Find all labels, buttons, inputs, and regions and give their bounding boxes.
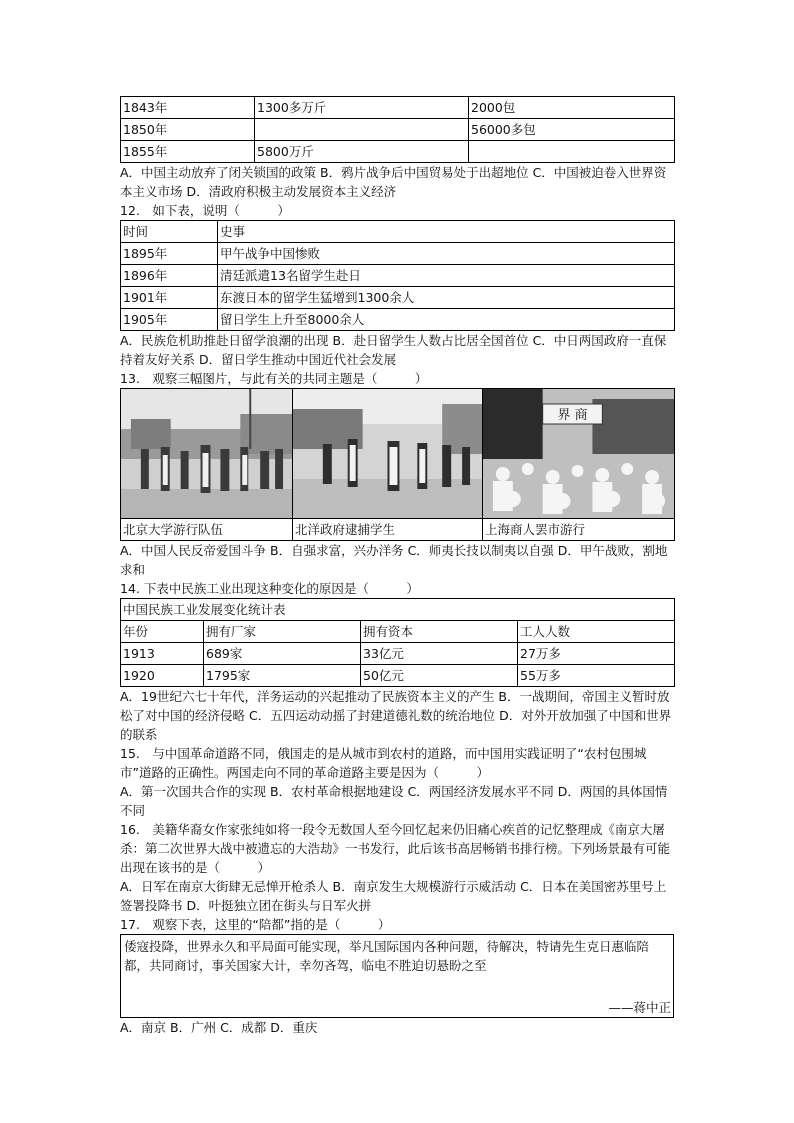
table-cell: 56000多包 [469,119,675,141]
trade-table [120,96,675,163]
table-cell: 50亿元 [361,665,518,687]
table-cell: 689家 [204,643,361,665]
table-cell: 1913 [121,643,204,665]
table-cell: 1795家 [204,665,361,687]
photo-caption: 北京大学游行队伍 [121,519,293,541]
telegram-quote-box [120,934,674,1018]
exam-page [120,96,674,1037]
table-cell: 清廷派遣13名留学生赴日 [218,265,675,287]
photo-cell [121,389,293,519]
table-cell: 甲午战争中国惨败 [218,243,675,265]
table-cell: 1920 [121,665,204,687]
table-cell: 1850年 [121,119,255,141]
q11-options: A．中国主动放弃了闭关锁国的政策 B．鸦片战争后中国贸易处于出超地位 C．中国被迫卷入世界资本主义市场 D．清政府积极主动发展资本主义经济 [120,165,667,199]
photo-row [121,389,675,519]
table-row [121,141,675,163]
table-row [121,665,675,687]
q13-stem: 13. 观察三幅图片，与此有关的共同主题是（ ） [120,371,428,386]
telegram-signature: ——蒋中正 [608,1000,671,1015]
table-cell [469,141,675,163]
table-cell: 1843年 [121,97,255,119]
table-cell: 1855年 [121,141,255,163]
table-header-cell: 拥有资本 [361,621,518,643]
q16-options: A．日军在南京大街肆无忌惮开枪杀人 B．南京发生大规模游行示威活动 C．日本在美国密苏里号上签署投降书 D．叶挺独立团在街头与日军火拼 [120,879,667,913]
table-row [121,97,675,119]
table-row [121,287,675,309]
table-cell: 1895年 [121,243,218,265]
table-header-cell: 年份 [121,621,204,643]
table-cell: 东渡日本的留学生猛增到1300余人 [218,287,675,309]
photo-cell [483,389,675,519]
telegram-quote: 倭寇投降，世界永久和平局面可能实现，举凡国际国内各种问题，待解决，特请先生克日惠临陪都，共同商讨，事关国家大计，幸勿吝驾，临电不胜迫切悬盼之至 [124,939,650,973]
q14-options: A．19世纪六七十年代，洋务运动的兴起推动了民族资本主义的产生 B．一战期间，帝国主义暂时放松了对中国的经济侵略 C．五四运动动摇了封建道德礼数的统治地位 D．对外开放加强了中国和世界的联系 [120,689,672,742]
table-cell: 2000包 [469,97,675,119]
q14-stem: 14. 下表中民族工业出现这种变化的原因是（ ） [120,581,419,596]
table-cell: 留日学生上升至8000余人 [218,309,675,331]
table-header-cell: 史事 [218,221,675,243]
banner-text: 界 商 [557,407,588,424]
table-header-cell: 时间 [121,221,218,243]
table-row [121,119,675,141]
photo-beiyang-arrest [293,389,482,518]
table-row [121,643,675,665]
table-cell: 1905年 [121,309,218,331]
table-row [121,243,675,265]
table-cell: 1901年 [121,287,218,309]
photo-caption: 上海商人罢市游行 [483,519,675,541]
q17-options: A．南京 B．广州 C．成都 D．重庆 [120,1020,318,1035]
table-cell: 33亿元 [361,643,518,665]
photo-shanghai-merchants-strike [483,389,674,518]
q17-stem: 17. 观察下表，这里的“陪都”指的是（ ） [120,917,391,932]
q12-stem: 12. 如下表，说明（ ） [120,203,290,218]
table-header-row [121,221,675,243]
table-header-row [121,621,675,643]
table-row [121,265,675,287]
table-cell: 1896年 [121,265,218,287]
photo-cell [293,389,483,519]
caption-row [121,519,675,541]
q15-options: A．第一次国共合作的实现 B．农村革命根据地建设 C．两国经济发展水平不同 D．两国的具体国情不同 [120,784,668,818]
table-header-cell: 拥有厂家 [204,621,361,643]
q12-options: A．民族危机助推赴日留学浪潮的出现 B．赴日留学生人数占比居全国首位 C．中日两国政府一直保持着友好关系 D．留日学生推动中国近代社会发展 [120,333,667,367]
q15-stem: 15. 与中国革命道路不同，俄国走的是从城市到农村的道路，而中国用实践证明了“农村包围城市”道路的正确性。两国走向不同的革命道路主要是因为（ ） [120,746,647,780]
q16-stem: 16. 美籍华裔女作家张纯如将一段令无数国人至今回忆起来仍旧痛心疾首的记忆整理成《南京大屠杀：第二次世界大战中被遗忘的大浩劫》一书发行，此后该书高居畅销书排行榜。下列场景最有可能出现在该书的是（ ） [120,822,671,875]
photo-caption: 北洋政府逮捕学生 [293,519,483,541]
table-title: 中国民族工业发展变化统计表 [121,599,675,621]
table-row [121,309,675,331]
table-cell: 1300多万斤 [255,97,469,119]
q14-table [120,598,675,687]
table-cell: 27万多 [518,643,675,665]
photo-peking-university-march [121,389,292,518]
table-cell [255,119,469,141]
q13-photo-table [120,388,675,541]
table-title-row [121,599,675,621]
table-cell: 55万多 [518,665,675,687]
q13-options: A．中国人民反帝爱国斗争 B．自强求富，兴办洋务 C．师夷长技以制夷以自强 D．甲午战败，割地求和 [120,543,668,577]
table-header-cell: 工人人数 [518,621,675,643]
q12-table [120,220,675,331]
table-cell: 5800万斤 [255,141,469,163]
